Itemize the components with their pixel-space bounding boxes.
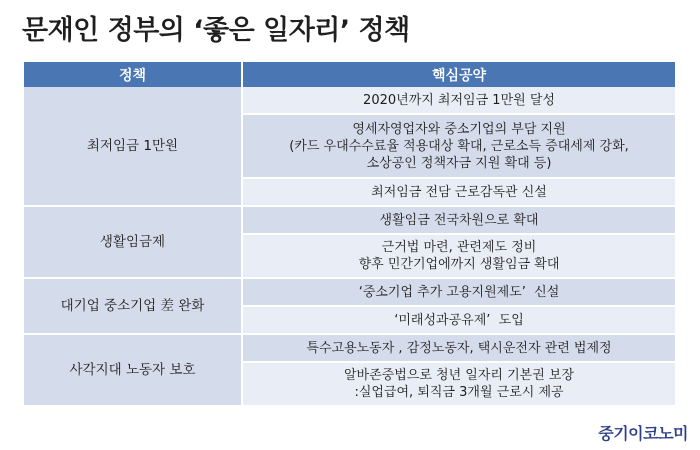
table-row [24, 335, 675, 363]
header-pledges: 핵심공약 [243, 62, 675, 87]
pledge-cell: 근거법 마련, 관련제도 정비 향후 민간기업에까지 생활임금 확대 [243, 235, 675, 279]
pledge-cell: 2020년까지 최저임금 1만원 달성 [243, 87, 675, 115]
policy-minimum-wage: 최저임금 1만원 [24, 87, 243, 207]
table-row [24, 87, 675, 115]
pledge-cell: ‘미래성과공유제’ 도입 [243, 307, 675, 335]
table-row [24, 207, 675, 235]
policy-living-wage: 생활임금제 [24, 207, 243, 279]
table-row [24, 279, 675, 307]
policy-sme-gap: 대기업 중소기업 差 완화 [24, 279, 243, 335]
pledge-cell: ‘중소기업 추가 고용지원제도’ 신설 [243, 279, 675, 307]
pledge-cell: 최저임금 전담 근로감독관 신설 [243, 179, 675, 207]
header-policy: 정책 [24, 62, 243, 87]
pledge-cell: 알바존중법으로 청년 일자리 기본권 보장 :실업급여, 퇴직금 3개월 근로시 제공 [243, 363, 675, 407]
pledge-cell: 생활임금 전국차원으로 확대 [243, 207, 675, 235]
policy-table [24, 62, 675, 407]
policy-blind-spot-workers: 사각지대 노동자 보호 [24, 335, 243, 407]
table-header-row [24, 62, 675, 87]
pledge-cell: 영세자영업자와 중소기업의 부담 지원 (카드 우대수수료율 적용대상 확대, 근로소득 증대세제 강화, 소상공인 정책자금 지원 확대 등) [243, 115, 675, 179]
publisher-logo: 중기이코노미 [598, 424, 688, 443]
page-title: 문재인 정부의 ‘좋은 일자리’ 정책 [22, 15, 410, 46]
pledge-cell: 특수고용노동자 , 감정노동자, 택시운전자 관련 법제정 [243, 335, 675, 363]
